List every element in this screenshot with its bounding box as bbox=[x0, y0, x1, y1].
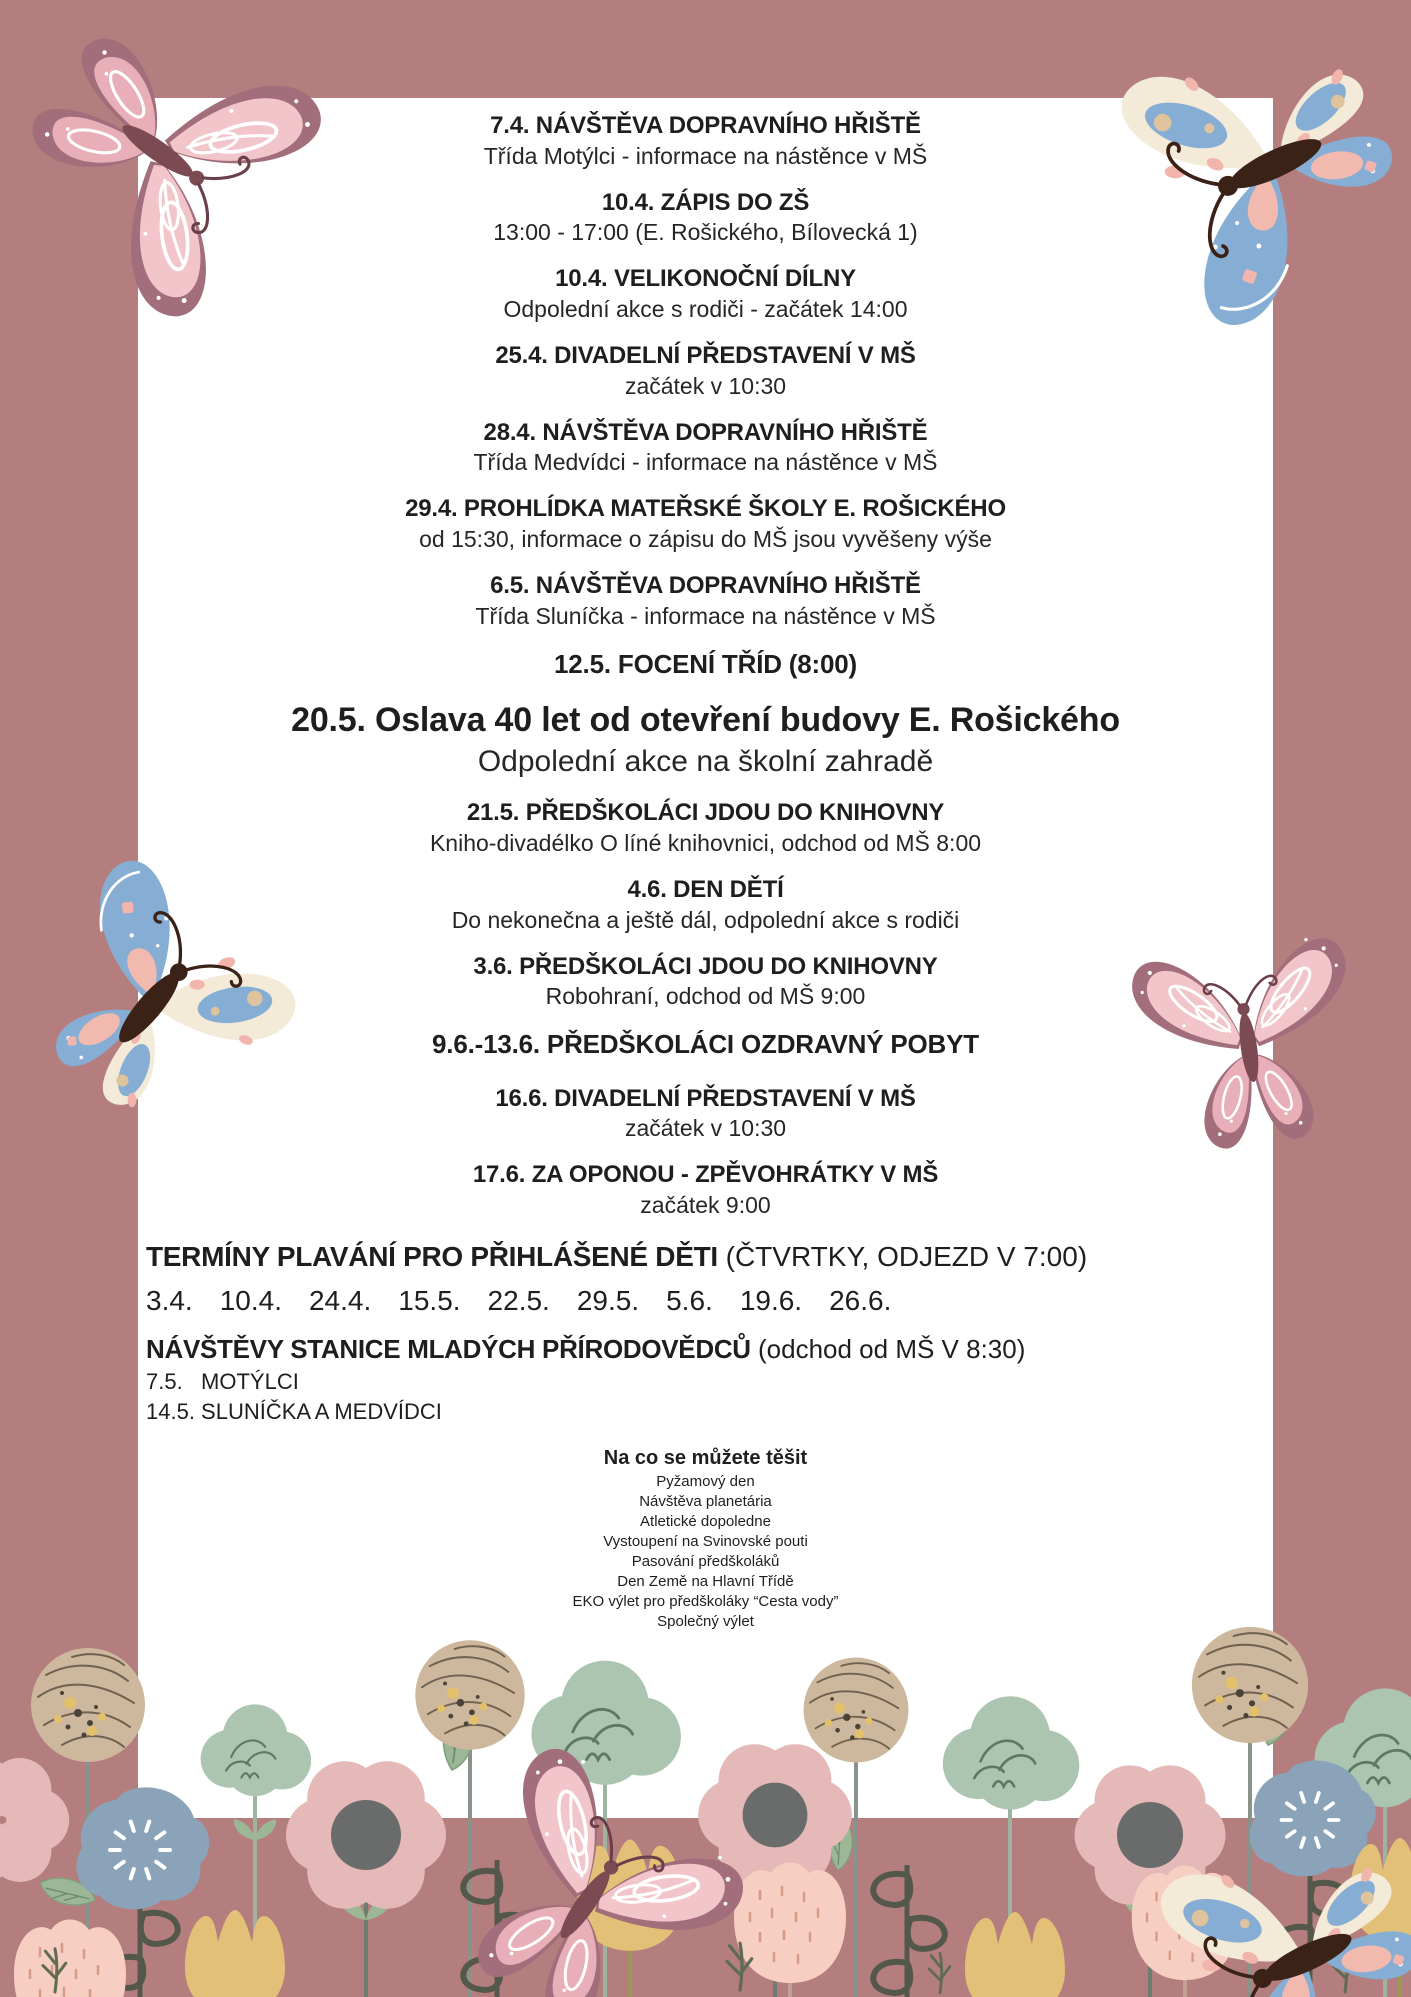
pink-daisy-icon bbox=[286, 1761, 446, 1909]
event-subtitle: 13:00 - 17:00 (E. Rošického, Bílovecká 1) bbox=[493, 219, 918, 246]
tan-seedhead-icon bbox=[415, 1640, 524, 1749]
event-item bbox=[138, 571, 1273, 631]
tan-seedhead-icon bbox=[31, 1648, 145, 1762]
event-subtitle: začátek v 10:30 bbox=[624, 1115, 787, 1142]
event-title: 4.6. DEN DĚTÍ bbox=[627, 875, 784, 903]
event-title: 28.4. NÁVŠTĚVA DOPRAVNÍHO HŘIŠTĚ bbox=[483, 418, 928, 446]
nature-station-line: 7.5. MOTÝLCI bbox=[146, 1368, 299, 1394]
event-subtitle: Kniho-divadélko O líné knihovnici, odchod od MŠ 8:00 bbox=[429, 829, 982, 856]
upcoming-item: Pasování předškoláků bbox=[631, 1552, 780, 1570]
swim-date: 15.5. bbox=[398, 1284, 461, 1316]
swim-date: 22.5. bbox=[487, 1284, 550, 1316]
event-title: 29.4. PROHLÍDKA MATEŘSKÉ ŠKOLY E. ROŠICKÉHO bbox=[405, 495, 1006, 523]
event-title: 7.4. NÁVŠTĚVA DOPRAVNÍHO HŘIŠTĚ bbox=[490, 112, 921, 139]
event-item bbox=[138, 188, 1273, 248]
swim-date: 24.4. bbox=[308, 1284, 372, 1316]
blue-poppy-icon bbox=[76, 1787, 209, 1909]
event-item bbox=[138, 648, 1273, 681]
swimming-dates bbox=[146, 1280, 1273, 1322]
event-subtitle: Odpolední akce na školní zahradě bbox=[477, 745, 934, 779]
event-item bbox=[138, 264, 1273, 324]
yellow-tulip-icon bbox=[965, 1912, 1065, 1997]
sage-bush-icon bbox=[201, 1704, 312, 1796]
swim-date: 10.4. bbox=[219, 1284, 282, 1316]
tan-seedhead-icon bbox=[804, 1658, 909, 1763]
upcoming-heading: Na co se můžete těšit bbox=[603, 1446, 808, 1469]
nature-station-section bbox=[138, 1332, 1273, 1428]
event-subtitle: začátek 9:00 bbox=[640, 1192, 771, 1218]
yellow-tulip-icon bbox=[185, 1910, 285, 1997]
event-item bbox=[138, 798, 1273, 858]
event-title: 16.6. DIVADELNÍ PŘEDSTAVENÍ V MŠ bbox=[495, 1084, 916, 1112]
upcoming-item: Atletické dopoledne bbox=[640, 1512, 771, 1530]
event-title: 12.5. FOCENÍ TŘÍD (8:00) bbox=[554, 648, 857, 679]
event-item bbox=[138, 1160, 1273, 1220]
event-title: 10.4. ZÁPIS DO ZŠ bbox=[601, 188, 810, 216]
event-item bbox=[138, 111, 1273, 171]
pink-cup-flower-icon bbox=[14, 1920, 126, 1997]
swim-date: 5.6. bbox=[666, 1284, 713, 1316]
upcoming-item: Společný výlet bbox=[657, 1612, 754, 1630]
swimming-title-rest: (ČTVRTKY, ODJEZD V 7:00) bbox=[717, 1240, 1088, 1272]
upcoming-item: Pyžamový den bbox=[656, 1472, 755, 1490]
event-subtitle: Odpolední akce s rodiči - začátek 14:00 bbox=[503, 296, 908, 323]
nature-station-title-rest: (odchod od MŠ V 8:30) bbox=[750, 1333, 1026, 1364]
pink-daisy-icon bbox=[0, 1758, 69, 1882]
event-item bbox=[138, 875, 1273, 935]
nature-station-title bbox=[146, 1332, 1273, 1367]
event-title: 17.6. ZA OPONOU - ZPĚVOHRÁTKY V MŠ bbox=[472, 1161, 939, 1189]
upcoming-item: EKO výlet pro předškoláky “Cesta vody” bbox=[572, 1592, 839, 1610]
event-title: 6.5. NÁVŠTĚVA DOPRAVNÍHO HŘIŠTĚ bbox=[490, 572, 921, 600]
event-subtitle: Robohraní, odchod od MŠ 9:00 bbox=[545, 983, 866, 1010]
swim-date: 29.5. bbox=[576, 1284, 640, 1316]
pink-cup-flower-icon bbox=[734, 1863, 846, 1984]
event-title: 3.6. PŘEDŠKOLÁCI JDOU DO KNIHOVNY bbox=[473, 952, 938, 980]
event-subtitle: Do nekonečna a ještě dál, odpolední akce s rodiči bbox=[451, 906, 960, 933]
sage-bush-icon bbox=[943, 1696, 1080, 1809]
event-title: 20.5. Oslava 40 let od otevření budovy E. Rošického bbox=[291, 701, 1120, 740]
event-item bbox=[138, 1084, 1273, 1144]
nature-station-line: 14.5. SLUNÍČKA A MEDVÍDCI bbox=[146, 1399, 442, 1425]
event-calendar bbox=[138, 98, 1273, 1632]
event-item bbox=[138, 418, 1273, 478]
event-title: 9.6.-13.6. PŘEDŠKOLÁCI OZDRAVNÝ POBYT bbox=[432, 1029, 979, 1060]
event-item bbox=[138, 494, 1273, 554]
event-title: 10.4. VELIKONOČNÍ DÍLNY bbox=[555, 265, 856, 293]
upcoming-item: Návštěva planetária bbox=[639, 1492, 772, 1510]
event-subtitle: Třída Medvídci - informace na nástěnce v MŠ bbox=[473, 449, 938, 476]
event-item bbox=[138, 341, 1273, 401]
event-item bbox=[138, 698, 1273, 781]
swim-date: 3.4. bbox=[146, 1284, 193, 1316]
event-subtitle: Třída Sluníčka - informace na nástěnce v MŠ bbox=[475, 602, 936, 629]
event-item bbox=[138, 1028, 1273, 1061]
swim-date: 26.6. bbox=[829, 1284, 892, 1316]
swimming-section bbox=[138, 1238, 1273, 1322]
event-item bbox=[138, 952, 1273, 1012]
event-title: 21.5. PŘEDŠKOLÁCI JDOU DO KNIHOVNY bbox=[466, 799, 945, 827]
upcoming-item: Vystoupení na Svinovské pouti bbox=[603, 1532, 808, 1550]
event-subtitle: od 15:30, informace o zápisu do MŠ jsou vyvěšeny výše bbox=[419, 526, 992, 553]
upcoming-section bbox=[138, 1444, 1273, 1632]
swimming-title-bold: TERMÍNY PLAVÁNÍ PRO PŘIHLÁŠENÉ DĚTI bbox=[146, 1240, 718, 1272]
swimming-title bbox=[146, 1238, 1273, 1276]
nature-station-title-bold: NÁVŠTĚVY STANICE MLADÝCH PŘÍRODOVĚDCŮ bbox=[146, 1333, 751, 1364]
event-subtitle: Třída Motýlci - informace na nástěnce v MŠ bbox=[483, 142, 928, 169]
upcoming-item: Den Země na Hlavní Třídě bbox=[617, 1572, 794, 1590]
event-title: 25.4. DIVADELNÍ PŘEDSTAVENÍ V MŠ bbox=[495, 342, 916, 370]
swim-date: 19.6. bbox=[739, 1284, 803, 1316]
event-subtitle: začátek v 10:30 bbox=[624, 372, 787, 399]
tan-seedhead-icon bbox=[1192, 1627, 1308, 1743]
